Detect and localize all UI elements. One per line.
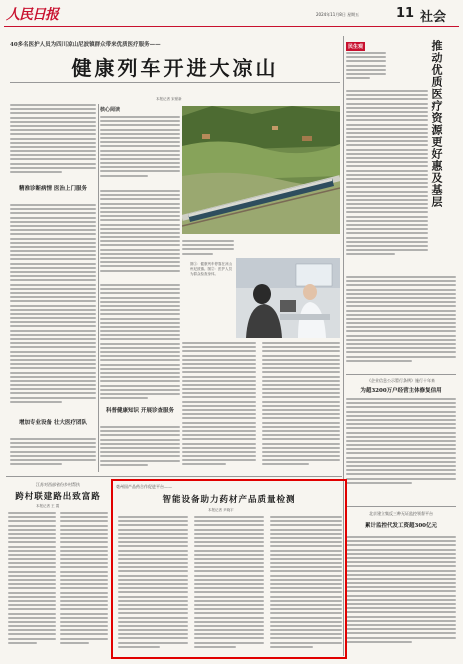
bottom-left-text-1 bbox=[8, 512, 56, 652]
main-subhead-3: 增加专业设备 壮大医疗团队 bbox=[19, 420, 87, 426]
bottom-center-text-1 bbox=[118, 516, 188, 654]
section-name: 社会 bbox=[420, 10, 447, 25]
editor-note-text bbox=[100, 116, 180, 186]
bottom-center-text-3 bbox=[270, 516, 342, 654]
bottom-center-kicker: 亳州国产品药合作促进平台—— bbox=[116, 484, 172, 489]
medical-photo bbox=[236, 258, 340, 338]
side-story-1-headline: 为超3200万户经营主体修复信用 bbox=[360, 388, 442, 394]
main-text-column-2c bbox=[100, 426, 180, 472]
main-story-kicker: 40多名医护人员为四川凉山尼波镇群众带来优质医疗服务—— bbox=[10, 42, 161, 48]
main-text-column-1a bbox=[10, 104, 96, 184]
main-text-column-1c bbox=[10, 438, 96, 472]
doctor-examination-image bbox=[236, 258, 340, 338]
main-text-column-3b bbox=[182, 342, 256, 472]
side-story-1-text bbox=[346, 398, 456, 488]
newspaper-logo: 人民日报 bbox=[6, 7, 58, 23]
masthead bbox=[4, 3, 459, 27]
page-number: 11 bbox=[396, 6, 415, 21]
side-story-2-rule bbox=[346, 506, 456, 507]
photo-caption: 图①：健康列车停靠在凉山州尼波镇。图②：医护人员为群众检查身体。 bbox=[190, 262, 232, 276]
main-text-column-1b bbox=[10, 204, 96, 418]
editor-note bbox=[100, 106, 180, 186]
issue-date: 2024年11月8日 星期五 bbox=[316, 12, 360, 17]
main-text-column-2b bbox=[100, 284, 180, 406]
main-story-byline: 本报记者 宋豪新 bbox=[156, 97, 182, 101]
side-story-2-kicker: 北京建立集反三种无证监控领督平台 bbox=[369, 511, 433, 516]
side-story-2-headline: 累计监控代发工资超300亿元 bbox=[365, 523, 437, 529]
bottom-left-byline: 本报记者 王 震 bbox=[36, 504, 60, 508]
headline-divider bbox=[10, 82, 340, 83]
side-story-2-text bbox=[346, 536, 456, 652]
editor-note-title: 核心阅读 bbox=[100, 107, 121, 113]
bottom-center-headline: 智能设备助力药材产品质量检测 bbox=[162, 495, 296, 505]
right-column-intro bbox=[346, 52, 386, 82]
main-subhead-2: 科普健康知识 开展诊查服务 bbox=[106, 408, 174, 414]
side-story-1-rule bbox=[346, 374, 456, 375]
right-column-text-2 bbox=[346, 276, 456, 372]
main-text-column-3a bbox=[182, 240, 234, 256]
column-badge: 民生观 bbox=[348, 44, 364, 50]
side-story-1-kicker: 《企业信息公示暂行条例》施行十年来 bbox=[367, 378, 435, 383]
right-column-title: 推动优质医疗资源更好惠及基层 bbox=[430, 40, 443, 208]
column-divider-1 bbox=[98, 104, 99, 472]
main-subhead-1: 精准诊断病情 医治上门服务 bbox=[19, 186, 87, 192]
bottom-center-byline: 本报记者 尹晓宇 bbox=[208, 508, 234, 512]
bottom-section-rule bbox=[6, 476, 342, 477]
bottom-center-text-2 bbox=[194, 516, 264, 654]
bottom-left-kicker: 江苏对西部省份乡村帮扶 bbox=[36, 482, 80, 487]
main-text-column-2a bbox=[100, 190, 180, 280]
bottom-left-text-2 bbox=[60, 512, 108, 652]
bottom-left-headline: 跨村联建路出致富路 bbox=[15, 492, 101, 502]
train-photo bbox=[182, 106, 340, 234]
right-column-text-1 bbox=[346, 90, 428, 270]
train-landscape-image bbox=[182, 106, 340, 234]
main-text-column-4 bbox=[262, 342, 340, 472]
main-story-headline: 健康列车开进大凉山 bbox=[71, 56, 279, 80]
